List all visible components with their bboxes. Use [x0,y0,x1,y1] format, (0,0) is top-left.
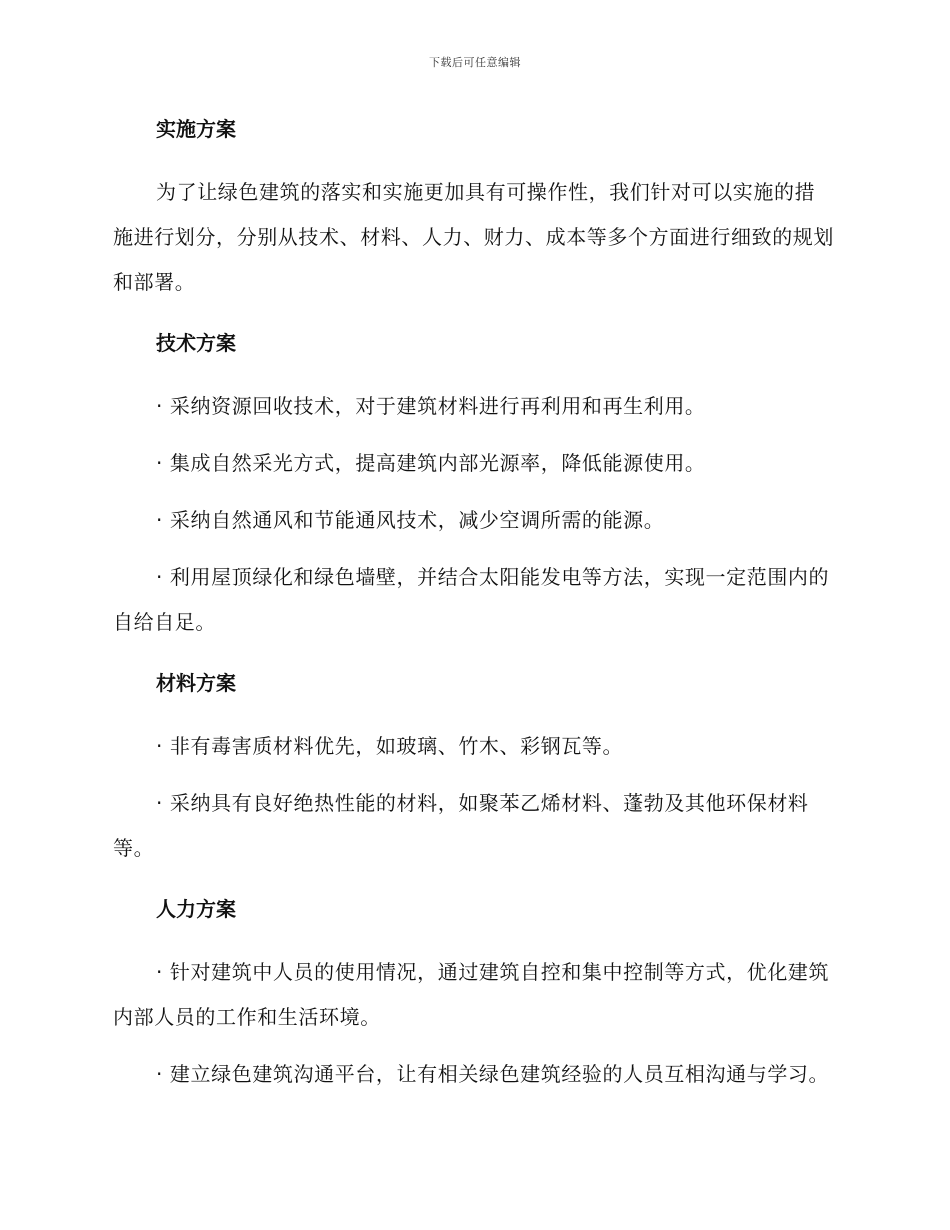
page-header: 下载后可任意编辑 [429,56,521,69]
bullet-technology-1: · 采纳资源回收技术，对于建筑材料进行再利用和再生利用。 [156,394,706,418]
bullet-materials-1: · 非有毒害质材料优先，如玻璃、竹木、彩钢瓦等。 [156,734,624,758]
bullet-technology-2: · 集成自然采光方式，提高建筑内部光源率，降低能源使用。 [156,451,706,475]
section-heading-manpower: 人力方案 [156,897,236,921]
bullet-materials-2: · 采纳具有良好绝热性能的材料，如聚苯乙烯材料、蓬勃及其他环保材料等。 [113,791,809,860]
section-heading-technology: 技术方案 [156,331,236,355]
paragraph-implementation-intro: 为了让绿色建筑的落实和实施更加具有可操作性，我们针对可以实施的措施进行划分，分别从技术、材料、人力、财力、成本等多个方面进行细致的规划和部署。 [113,180,834,294]
document-body [113,112,835,1097]
bullet-technology-4: · 利用屋顶绿化和绿色墙壁，并结合太阳能发电等方法，实现一定范围内的自给自足。 [113,565,830,634]
bullet-technology-3: · 采纳自然通风和节能通风技术，减少空调所需的能源。 [156,508,665,532]
section-heading-implementation: 实施方案 [156,117,236,141]
section-heading-materials: 材料方案 [156,671,236,695]
bullet-manpower-2: · 建立绿色建筑沟通平台，让有相关绿色建筑经验的人员互相沟通与学习。 [156,1062,830,1086]
bullet-manpower-1: · 针对建筑中人员的使用情况，通过建筑自控和集中控制等方式，优化建筑内部人员的工作和生活环境。 [113,960,830,1029]
